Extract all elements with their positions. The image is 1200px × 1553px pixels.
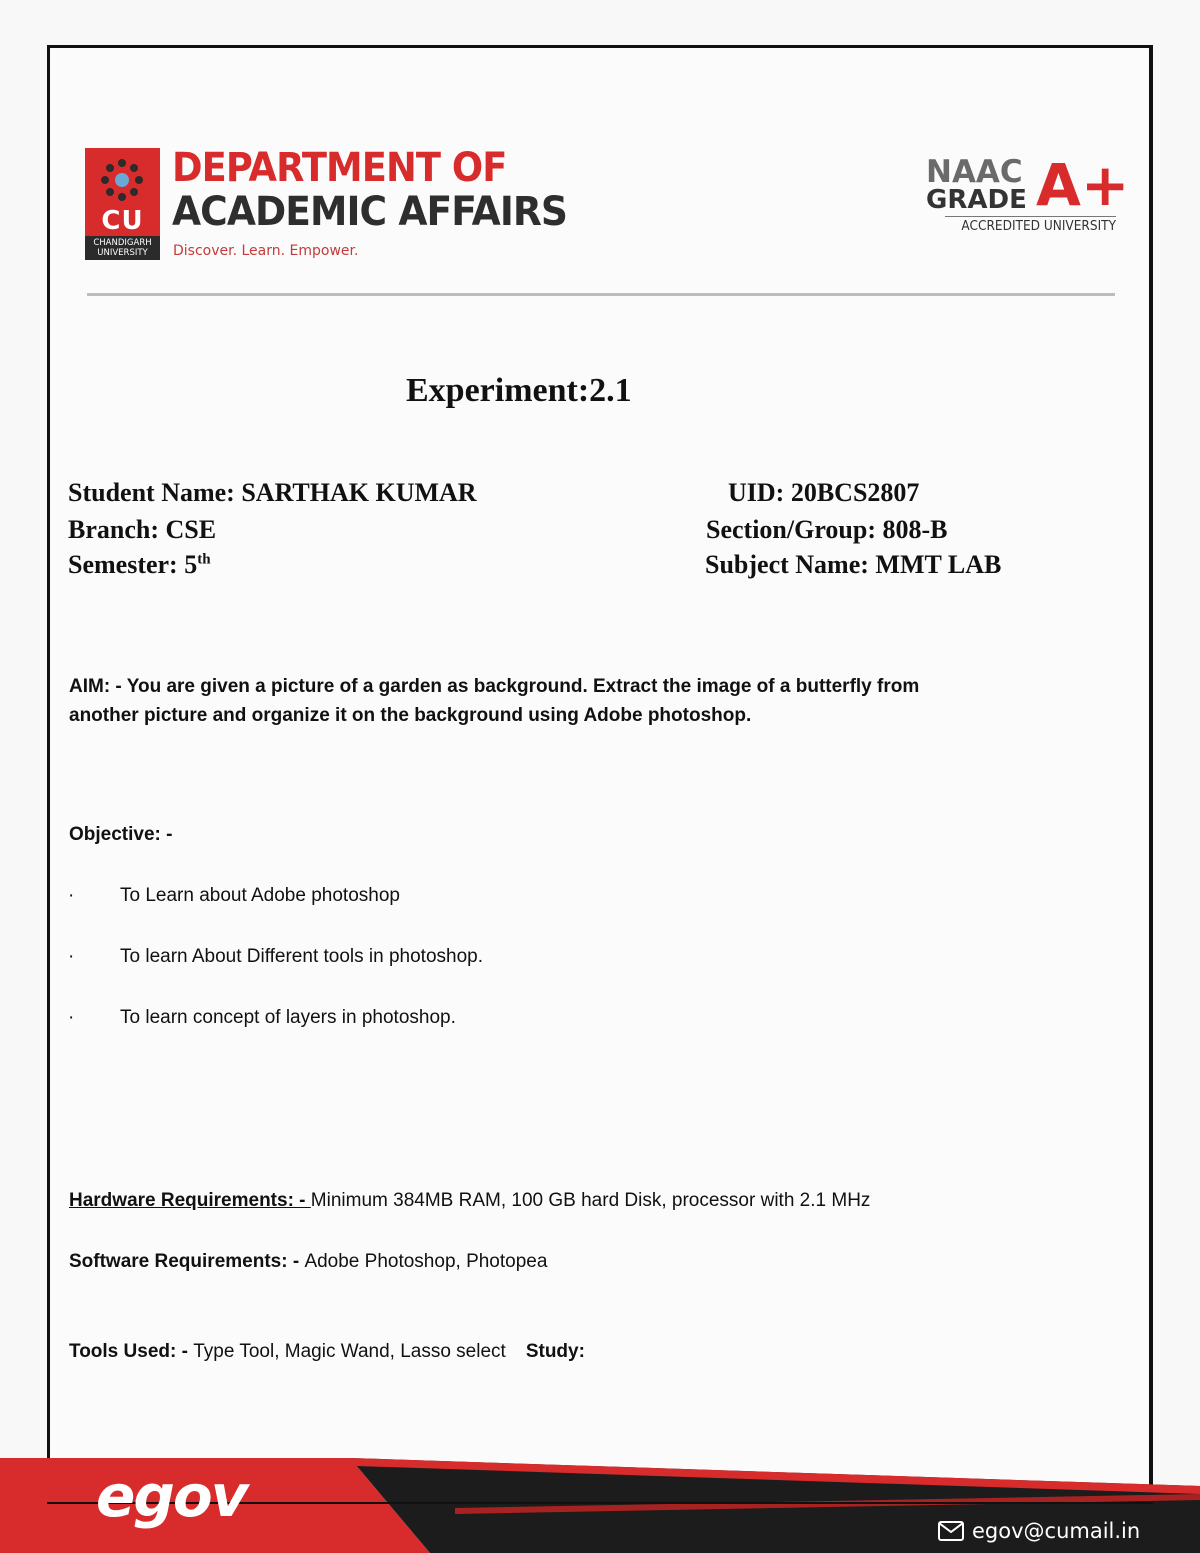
objective-item-text: To learn concept of layers in photoshop. <box>120 1007 456 1028</box>
cu-emblem-icon <box>93 154 151 206</box>
naac-grade-value: A+ <box>1036 151 1130 219</box>
objective-item-text: To Learn about Adobe photoshop <box>120 885 400 906</box>
objective-heading: Objective: - <box>69 824 173 845</box>
semester-suffix: th <box>197 551 211 568</box>
naac-accredited: ACCREDITED UNIVERSITY <box>945 216 1116 234</box>
department-tagline: Discover. Learn. Empower. <box>173 243 359 259</box>
header-divider <box>87 293 1115 296</box>
hardware-label: Hardware Requirements: - <box>69 1190 311 1211</box>
hardware-requirements <box>69 1190 870 1212</box>
study-label: Study: <box>525 1341 585 1362</box>
student-uid: UID: 20BCS2807 <box>728 478 920 507</box>
hardware-value: Minimum 384MB RAM, 100 GB hard Disk, processor with 2.1 MHz <box>310 1190 871 1211</box>
software-value: Adobe Photoshop, Photopea <box>304 1251 548 1272</box>
tools-value: Type Tool, Magic Wand, Lasso select <box>193 1341 506 1362</box>
tools-label: Tools Used: - <box>69 1341 194 1362</box>
bullet-icon: · <box>68 1007 75 1028</box>
objective-item-text: To learn About Different tools in photoshop. <box>120 946 484 967</box>
experiment-title: Experiment:2.1 <box>406 372 632 409</box>
objective-item <box>68 946 483 968</box>
cu-logo-university: CHANDIGARH UNIVERSITY <box>85 236 160 260</box>
naac-word: NAAC <box>926 154 1023 190</box>
egov-logo: egov <box>96 1462 247 1530</box>
cu-logo <box>85 148 160 260</box>
page-frame <box>47 45 1153 1505</box>
department-title-line1: DEPARTMENT OF <box>172 145 507 191</box>
student-name: Student Name: SARTHAK KUMAR <box>68 478 477 507</box>
envelope-icon <box>938 1521 964 1541</box>
objective-item <box>68 1007 456 1029</box>
tools-used <box>69 1341 585 1363</box>
department-title <box>172 146 592 234</box>
naac-grade-word: GRADE <box>926 185 1027 215</box>
footer-email <box>938 1519 1140 1543</box>
student-branch: Branch: CSE <box>68 515 217 544</box>
semester-label: Semester: 5 <box>68 550 198 579</box>
bullet-icon: · <box>68 946 75 967</box>
student-semester <box>68 550 211 580</box>
subject-name: Subject Name: MMT LAB <box>705 550 1002 579</box>
student-section: Section/Group: 808-B <box>706 515 948 544</box>
footer-email-text[interactable]: egov@cumail.in <box>972 1519 1141 1543</box>
software-requirements <box>69 1251 547 1273</box>
department-title-line2: ACADEMIC AFFAIRS <box>172 189 568 235</box>
objective-item <box>68 885 400 907</box>
bullet-icon: · <box>68 885 75 906</box>
naac-badge <box>926 151 1130 234</box>
software-label: Software Requirements: - <box>69 1251 305 1272</box>
cu-logo-abbr: CU <box>101 206 144 236</box>
aim-text: AIM: - You are given a picture of a garden as background. Extract the image of a butterfly from another picture and organize it on the background using Adobe photoshop. <box>69 676 920 726</box>
